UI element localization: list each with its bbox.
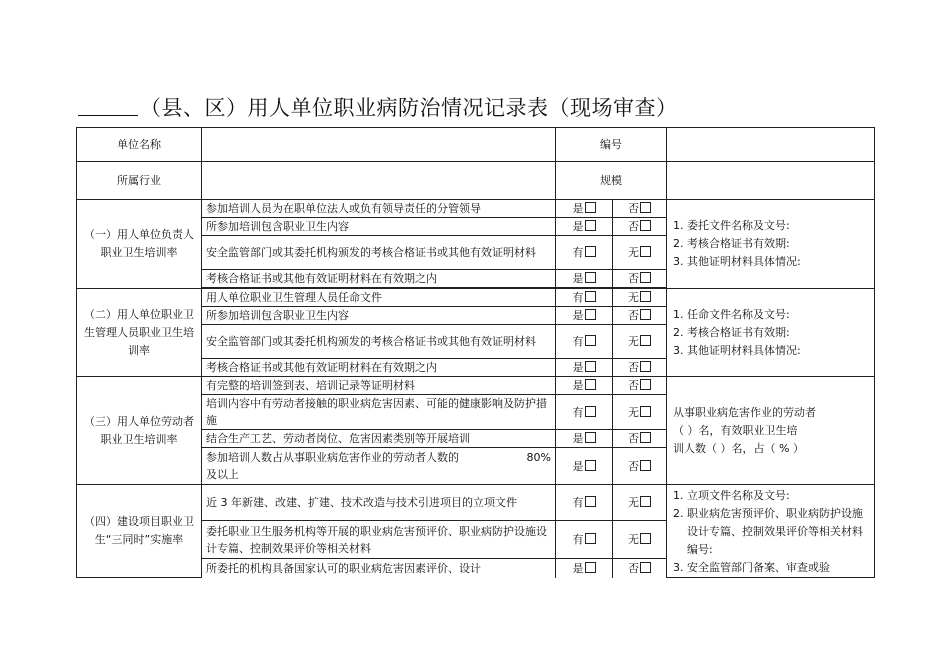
checkbox[interactable] (640, 291, 651, 302)
checkbox[interactable] (585, 361, 596, 372)
scale-field[interactable] (667, 162, 875, 200)
yes-option[interactable]: 是 (556, 377, 613, 395)
section-1-notes: 1. 委托文件名称及文号: 2. 考核合格证书有效期: 3. 其他证明材料具体情况: (667, 200, 875, 289)
no-option[interactable]: 否 (613, 430, 667, 448)
checkbox[interactable] (640, 361, 651, 372)
checkbox[interactable] (585, 272, 596, 283)
section-2-item-1: 用人单位职业卫生管理人员任命文件 (202, 289, 556, 307)
percent-threshold: 80% (526, 451, 551, 464)
section-3-label: （三）用人单位劳动者职业卫生培训率 (77, 377, 202, 485)
section-4-label: （四）建设项目职业卫生“三同时”实施率 (77, 485, 202, 578)
table-row (77, 485, 875, 521)
section-2-item-2: 所参加培训包含职业卫生内容 (202, 307, 556, 325)
section-2-item-3: 安全监管部门或其委托机构颁发的考核合格证书或其他有效证明材料 (202, 325, 556, 359)
yes-option[interactable]: 是 (556, 307, 613, 325)
have-option[interactable]: 有 (556, 521, 613, 559)
table-row (77, 289, 875, 307)
section-4-notes: 1. 立项文件名称及文号: 2. 职业病危害预评价、职业病防护设施设计专篇、控制效果评价等相关材料编号: 3. 安全监管部门备案、审查或验 (667, 485, 875, 578)
have-option[interactable]: 有 (556, 289, 613, 307)
no-option[interactable]: 否 (613, 448, 667, 485)
title-text: （县、区）用人单位职业病防治情况记录表（现场审查） (140, 96, 678, 120)
section-3-notes: 从事职业病危害作业的劳动者 （ ）名，有效职业卫生培 训人数（ ）名，占（ % ） (667, 377, 875, 485)
section-3-item-3: 结合生产工艺、劳动者岗位、危害因素类别等开展培训 (202, 430, 556, 448)
industry-field[interactable] (202, 162, 556, 200)
yes-option[interactable]: 是 (556, 218, 613, 236)
section-1-item-1: 参加培训人员为在职单位法人或负有领导责任的分管领导 (202, 200, 556, 218)
number-label: 编号 (556, 128, 667, 162)
scale-label: 规模 (556, 162, 667, 200)
yes-option[interactable]: 是 (556, 200, 613, 218)
have-option[interactable]: 有 (556, 236, 613, 270)
none-option[interactable]: 无 (613, 485, 667, 521)
table-row (77, 200, 875, 218)
have-option[interactable]: 有 (556, 485, 613, 521)
checkbox[interactable] (640, 309, 651, 320)
checkbox[interactable] (640, 432, 651, 443)
yes-option[interactable]: 是 (556, 270, 613, 288)
none-option[interactable]: 无 (613, 289, 667, 307)
have-option[interactable]: 有 (556, 395, 613, 430)
checkbox[interactable] (640, 406, 651, 417)
checkbox[interactable] (585, 406, 596, 417)
checkbox[interactable] (585, 379, 596, 390)
section-1-item-3: 安全监管部门或其委托机构颁发的考核合格证书或其他有效证明材料 (202, 236, 556, 270)
none-option[interactable]: 无 (613, 236, 667, 270)
section-2-item-4: 考核合格证书或其他有效证明材料在有效期之内 (202, 359, 556, 377)
county-blank (78, 99, 138, 116)
section-1-label: （一）用人单位负责人职业卫生培训率 (77, 200, 202, 289)
no-option[interactable]: 否 (613, 359, 667, 377)
checkbox[interactable] (585, 496, 596, 507)
yes-option[interactable]: 是 (556, 430, 613, 448)
checkbox[interactable] (640, 335, 651, 346)
checkbox[interactable] (585, 432, 596, 443)
checkbox[interactable] (640, 220, 651, 231)
none-option[interactable]: 无 (613, 521, 667, 559)
none-option[interactable]: 无 (613, 325, 667, 359)
record-table (76, 127, 875, 578)
checkbox[interactable] (585, 246, 596, 257)
section-1-item-4: 考核合格证书或其他有效证明材料在有效期之内 (202, 270, 556, 288)
section-2-notes: 1. 任命文件名称及文号: 2. 考核合格证书有效期: 3. 其他证明材料具体情况: (667, 289, 875, 377)
checkbox[interactable] (640, 460, 651, 471)
no-option[interactable]: 否 (613, 200, 667, 218)
checkbox[interactable] (640, 496, 651, 507)
checkbox[interactable] (640, 246, 651, 257)
no-option[interactable]: 否 (613, 307, 667, 325)
unit-name-field[interactable] (202, 128, 556, 162)
header-row-2 (77, 162, 875, 200)
checkbox[interactable] (585, 202, 596, 213)
have-option[interactable]: 有 (556, 325, 613, 359)
checkbox[interactable] (585, 309, 596, 320)
checkbox[interactable] (585, 335, 596, 346)
no-option[interactable]: 否 (613, 559, 667, 578)
checkbox[interactable] (640, 562, 651, 573)
no-option[interactable]: 否 (613, 270, 667, 288)
section-4-item-1: 近 3 年新建、改建、扩建、技术改造与技术引进项目的立项文件 (202, 485, 556, 521)
header-row-1 (77, 128, 875, 162)
checkbox[interactable] (640, 379, 651, 390)
table-row (77, 377, 875, 395)
checkbox[interactable] (585, 533, 596, 544)
yes-option[interactable]: 是 (556, 448, 613, 485)
yes-option[interactable]: 是 (556, 359, 613, 377)
form-title (78, 92, 878, 122)
checkbox[interactable] (585, 291, 596, 302)
unit-name-label: 单位名称 (77, 128, 202, 162)
no-option[interactable]: 否 (613, 218, 667, 236)
industry-label: 所属行业 (77, 162, 202, 200)
section-1-item-2: 所参加培训包含职业卫生内容 (202, 218, 556, 236)
checkbox[interactable] (585, 220, 596, 231)
section-2-label: （二）用人单位职业卫生管理人员职业卫生培训率 (77, 289, 202, 377)
section-3-item-4: 80% 参加培训人数占从事职业病危害作业的劳动者人数的 及以上 (202, 448, 556, 485)
checkbox[interactable] (640, 533, 651, 544)
checkbox[interactable] (640, 272, 651, 283)
checkbox[interactable] (585, 562, 596, 573)
number-field[interactable] (667, 128, 875, 162)
checkbox[interactable] (640, 202, 651, 213)
section-4-item-3: 所委托的机构具备国家认可的职业病危害因素评价、设计 (202, 559, 556, 578)
no-option[interactable]: 否 (613, 377, 667, 395)
checkbox[interactable] (585, 460, 596, 471)
none-option[interactable]: 无 (613, 395, 667, 430)
section-4-item-2: 委托职业卫生服务机构等开展的职业病危害预评价、职业病防护设施设计专篇、控制效果评价等相关材料 (202, 521, 556, 559)
yes-option[interactable]: 是 (556, 559, 613, 578)
section-3-item-2: 培训内容中有劳动者接触的职业病危害因素、可能的健康影响及防护措施 (202, 395, 556, 430)
section-3-item-1: 有完整的培训签到表、培训记录等证明材料 (202, 377, 556, 395)
